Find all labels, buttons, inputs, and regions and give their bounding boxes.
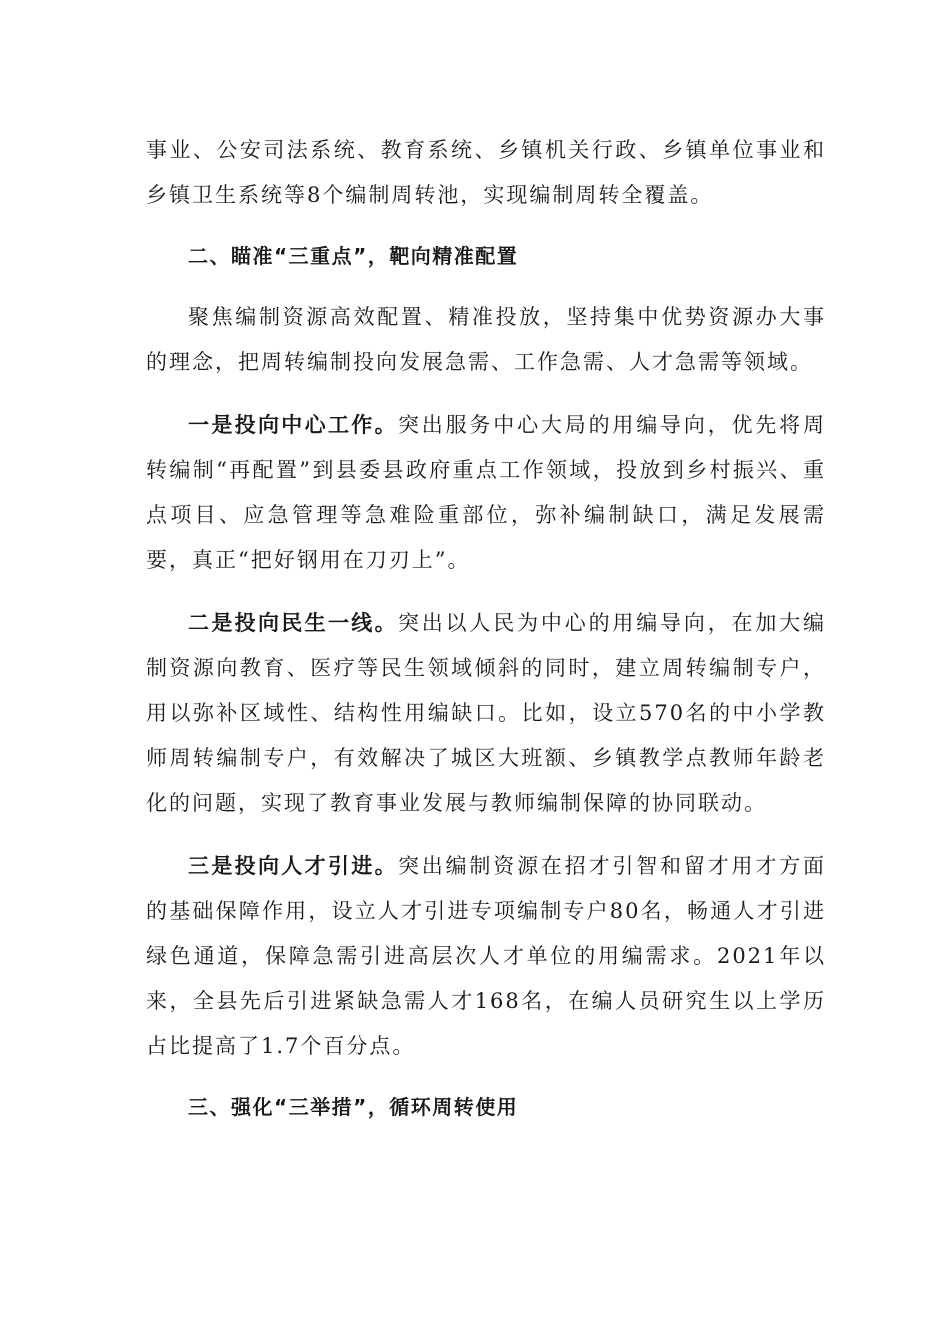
paragraph-continuation: 事业、公安司法系统、教育系统、乡镇机关行政、乡镇单位事业和乡镇卫生系统等8个编制周转池，实现编制周转全覆盖。 <box>146 138 826 207</box>
paragraph-focus: 聚焦编制资源高效配置、精准投放，坚持集中优势资源办大事的理念，把周转编制投向发展急需、工作急需、人才急需等领域。 <box>146 305 826 374</box>
section-heading-three: 三、强化“三举措”，循环周转使用 <box>188 1095 519 1119</box>
lead-center-work: 一是投向中心工作。 <box>188 413 398 437</box>
paragraph-talent <box>146 844 826 1069</box>
section-heading-two: 二、瞄准“三重点”，靶向精准配置 <box>188 244 519 268</box>
lead-talent: 三是投向人才引进。 <box>188 854 398 878</box>
body-talent: 突出编制资源在招才引智和留才用才方面的基础保障作用，设立人才引进专项编制专户80名，畅通人才引进绿色通道，保障急需引进高层次人才单位的用编需求。2021年以来，全县先后引进紧缺急需人才168名，在编人员研究生以上学历占比提高了1.7个百分点。 <box>146 854 827 1058</box>
body-center-work: 突出服务中心大局的用编导向，优先将周转编制“再配置”到县委县政府重点工作领域，投放到乡村振兴、重点项目、应急管理等急难险重部位，弥补编制缺口，满足发展需要，真正“把好钢用在刀刃上”。 <box>146 413 827 572</box>
paragraph-livelihood <box>146 601 826 826</box>
lead-livelihood: 二是投向民生一线。 <box>188 611 398 635</box>
document-body <box>146 128 826 1130</box>
body-livelihood: 突出以人民为中心的用编导向，在加大编制资源向教育、医疗等民生领域倾斜的同时，建立周转编制专户，用以弥补区域性、结构性用编缺口。比如，设立570名的中小学教师周转编制专户，有效解决了城区大班额、乡镇教学点教师年龄老化的问题，实现了教育事业发展与教师编制保障的协同联动。 <box>146 611 827 815</box>
paragraph-center-work <box>146 403 826 583</box>
